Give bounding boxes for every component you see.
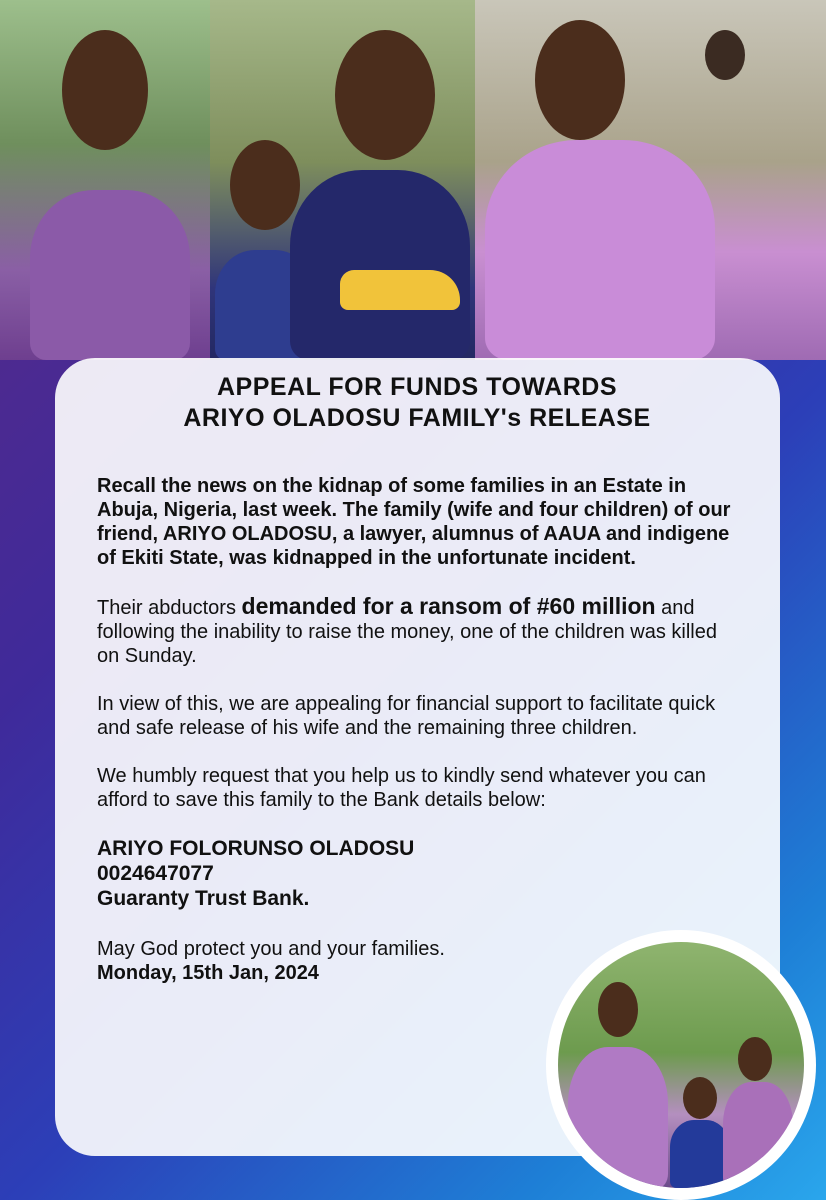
account-name: ARIYO FOLORUNSO OLADOSU	[97, 837, 415, 860]
paragraph-news: Recall the news on the kidnap of some families in an Estate in Abuja, Nigeria, last week. The family (wife and four children) of our friend, ARIYO OLADOSU, a lawyer, alumnus of AAUA and indigene of Ekiti State, was kidnapped in the unfortunate incident.	[97, 475, 731, 569]
two-boys-photo	[210, 0, 475, 360]
paragraph-appeal: In view of this, we are appealing for financial support to facilitate quick and safe release of his wife and the remaining three children.	[97, 693, 716, 739]
photo-strip	[0, 0, 826, 360]
closing-blessing: May God protect you and your families.	[97, 938, 445, 960]
paragraph-request: We humbly request that you help us to kindly send whatever you can afford to save this family to the Bank details below:	[97, 765, 706, 811]
closing-date: Monday, 15th Jan, 2024	[97, 962, 319, 984]
heading-line-2: ARIYO OLADOSU FAMILY's RELEASE	[183, 404, 651, 432]
bank-details	[97, 836, 737, 911]
heading-line-1: APPEAL FOR FUNDS TOWARDS	[217, 373, 617, 401]
girl-portrait-photo	[0, 0, 210, 360]
girl-in-pink-photo	[475, 0, 826, 360]
bank-name: Guaranty Trust Bank.	[97, 887, 310, 910]
ransom-text-before: Their abductors	[97, 597, 242, 619]
ransom-text-after: and following the inability to raise the money, one of the children was killed on Sunday.	[97, 597, 717, 667]
family-photo-circle	[546, 930, 816, 1200]
ransom-amount: demanded for a ransom of #60 million	[241, 593, 656, 619]
account-number: 0024647077	[97, 862, 214, 885]
appeal-heading	[97, 372, 737, 434]
three-children-photo	[558, 942, 804, 1188]
paragraph-ransom	[97, 594, 737, 668]
